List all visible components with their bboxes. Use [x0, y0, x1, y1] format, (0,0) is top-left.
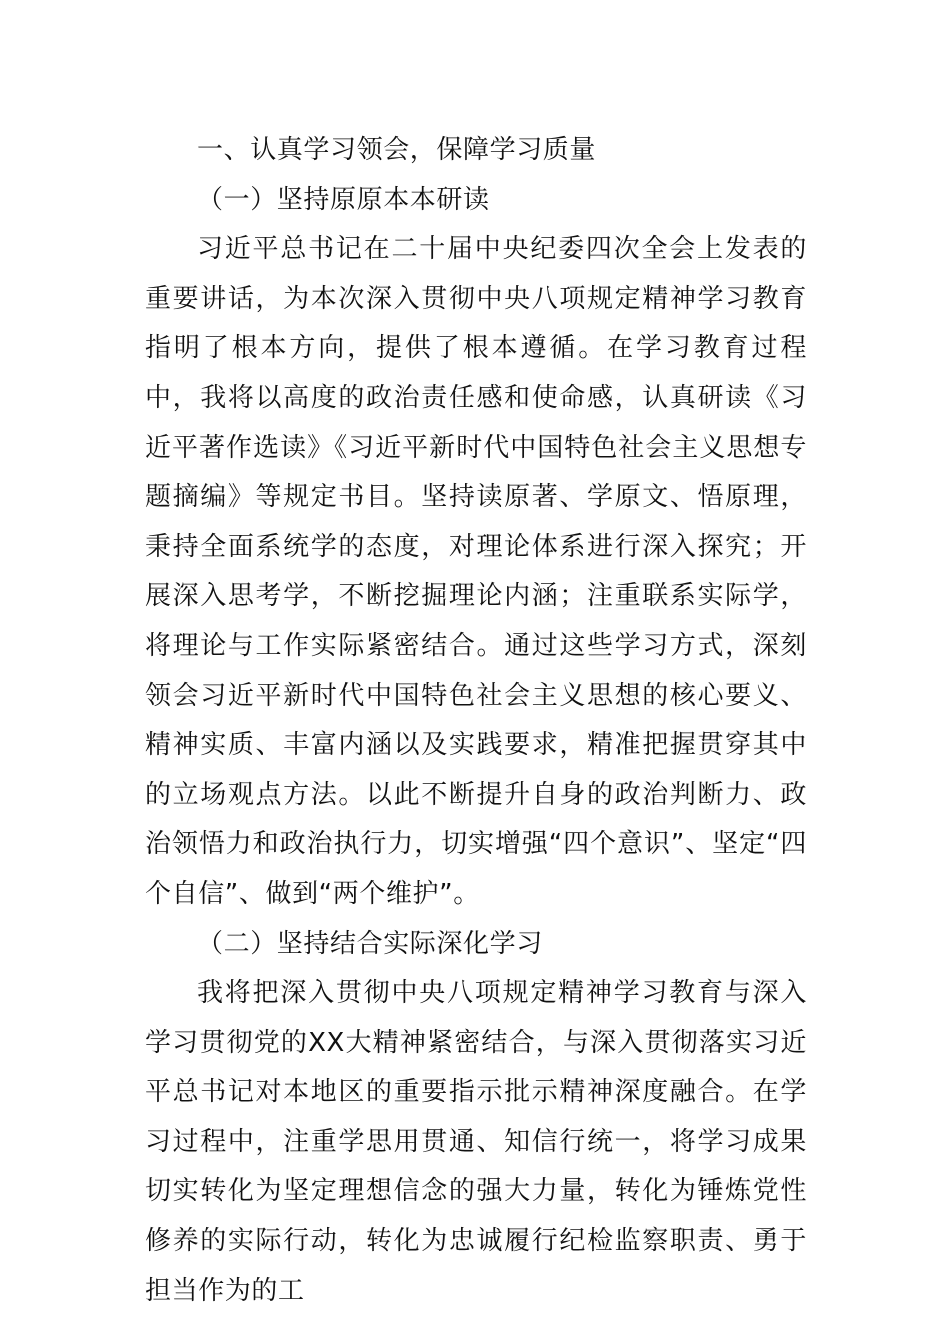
paragraph-2: 我将把深入贯彻中央八项规定精神学习教育与深入学习贯彻党的XX大精神紧密结合，与深入贯彻落实习近平总书记对本地区的重要指示批示精神深度融合。在学习过程中，注重学思用贯通、知信行统一，将学习成果切实转化为坚定理想信念的强大力量，转化为锤炼党性修养的实际行动，转化为忠诚履行纪检监察职责、勇于担当作为的工: [145, 978, 807, 1306]
subsection-title-2: （二）坚持结合实际深化学习: [197, 928, 543, 959]
document-body: [145, 126, 807, 1316]
subsection-title-1: （一）坚持原原本本研读: [197, 184, 490, 215]
paragraph-1: 习近平总书记在二十届中央纪委四次全会上发表的重要讲话，为本次深入贯彻中央八项规定精神学习教育指明了根本方向，提供了根本遵循。在学习教育过程中，我将以高度的政治责任感和使命感，认真研读《习近平著作选读》《习近平新时代中国特色社会主义思想专题摘编》等规定书目。坚持读原著、学原文、悟原理，秉持全面系统学的态度，对理论体系进行深入探究；开展深入思考学，不断挖掘理论内涵；注重联系实际学，将理论与工作实际紧密结合。通过这些学习方式，深刻领会习近平新时代中国特色社会主义思想的核心要义、精神实质、丰富内涵以及实践要求，精准把握贯穿其中的立场观点方法。以此不断提升自身的政治判断力、政治领悟力和政治执行力，切实增强“四个意识”、坚定“四个自信”、做到“两个维护”。: [145, 234, 807, 909]
section-heading-1: 一、认真学习领会，保障学习质量: [197, 135, 597, 165]
